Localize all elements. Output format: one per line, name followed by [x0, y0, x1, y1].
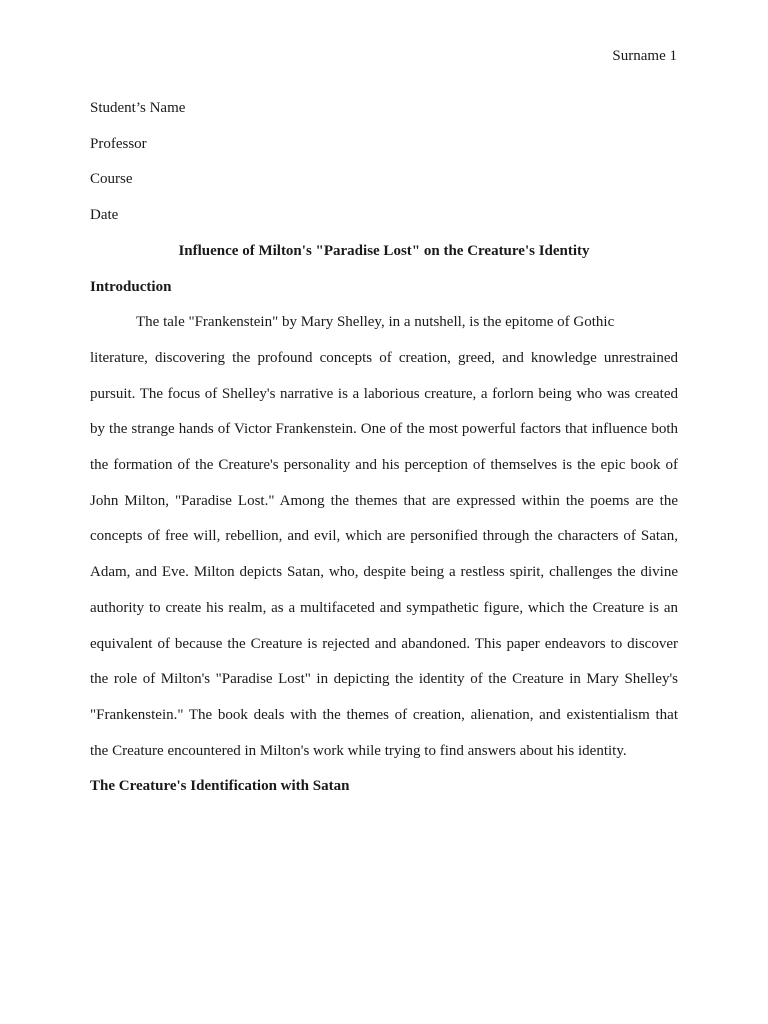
paragraph-line: Adam, and Eve. Milton depicts Satan, who, despite being a restless spirit, challenges the divine — [90, 564, 678, 581]
professor-line: Professor — [90, 135, 147, 152]
paragraph-line: by the strange hands of Victor Frankenstein. One of the most powerful factors that influence both — [90, 421, 678, 438]
paragraph-line: literature, discovering the profound concepts of creation, greed, and knowledge unrestrained — [90, 349, 678, 366]
student-name-line: Student’s Name — [90, 100, 186, 116]
course-line: Course — [90, 171, 133, 188]
paragraph-line: concepts of free will, rebellion, and evil, which are personified through the characters of Satan, — [90, 528, 678, 545]
introduction-paragraph — [90, 305, 678, 769]
section-heading-creature-satan: The Creature's Identification with Satan — [90, 778, 350, 795]
document-body — [90, 91, 678, 805]
section-heading-introduction: Introduction — [90, 278, 172, 295]
paragraph-line: the Creature encountered in Milton's work while trying to find answers about his identity. — [90, 742, 627, 759]
paragraph-line: John Milton, "Paradise Lost." Among the themes that are expressed within the poems are the — [90, 492, 678, 509]
paragraph-line: the formation of the Creature's personality and his perception of themselves is the epic book of — [90, 457, 678, 474]
paragraph-line: authority to create his realm, as a multifaceted and sympathetic figure, which the Creature is an — [90, 599, 678, 616]
paragraph-line: equivalent of because the Creature is rejected and abandoned. This paper endeavors to discover — [90, 635, 678, 652]
date-line: Date — [90, 207, 119, 224]
running-head: Surname 1 — [612, 48, 677, 64]
paper-title: Influence of Milton's "Paradise Lost" on the Creature's Identity — [178, 242, 590, 259]
paragraph-line: "Frankenstein." The book deals with the themes of creation, alienation, and existentialism that — [90, 706, 678, 723]
paragraph-line: the role of Milton's "Paradise Lost" in depicting the identity of the Creature in Mary Shelley's — [90, 671, 678, 688]
paragraph-line: The tale "Frankenstein" by Mary Shelley, in a nutshell, is the epitome of Gothic — [136, 314, 615, 331]
paragraph-line: pursuit. The focus of Shelley's narrative is a laborious creature, a forlorn being who was created — [90, 385, 678, 402]
